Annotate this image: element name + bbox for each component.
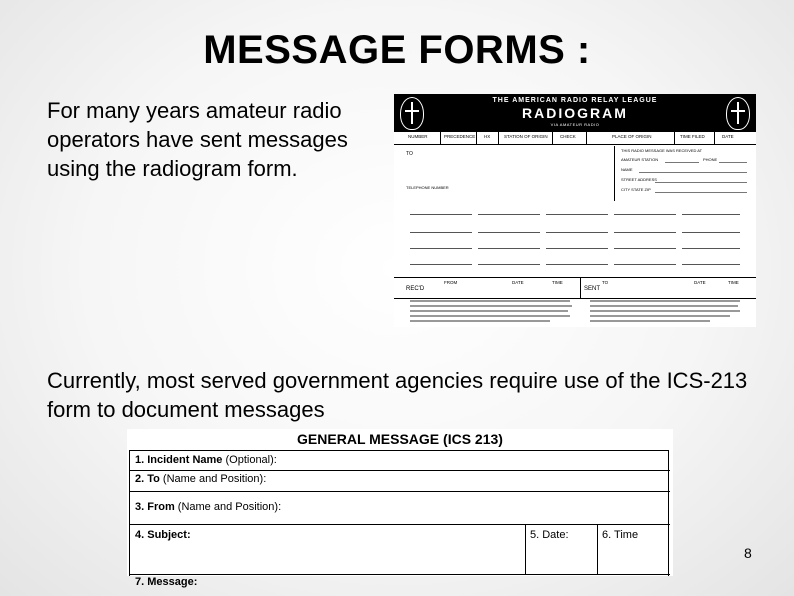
- radiogram-col-label: DATE: [722, 134, 734, 139]
- radiogram-col-label: CHECK: [560, 134, 576, 139]
- radiogram-col-label: STATION OF ORIGIN: [504, 134, 548, 139]
- ics213-form-image: [127, 429, 673, 588]
- radiogram-header: [394, 94, 756, 132]
- ics213-field-to: [130, 470, 670, 492]
- radiogram-telephone-label: TELEPHONE NUMBER: [406, 185, 449, 190]
- page-title: MESSAGE FORMS :: [203, 28, 591, 72]
- radiogram-col-label: HX: [484, 134, 491, 139]
- radiogram-bottom-label: DATE: [512, 280, 524, 285]
- field-note: (Name and Position):: [162, 473, 267, 485]
- radiogram-received-block: [614, 146, 751, 201]
- radiogram-to-label: TO: [406, 151, 413, 157]
- radiogram-bottom-label: SENT: [584, 286, 601, 292]
- radiogram-side-label: STREET ADDRESS: [621, 177, 657, 182]
- radiogram-side-label: AMATEUR STATION: [621, 157, 659, 162]
- radiogram-fine-print-right: [590, 298, 750, 324]
- ics213-field-incident-name: [130, 451, 670, 471]
- radiogram-col-label: PLACE OF ORIGIN: [612, 134, 652, 139]
- page-number: 8: [744, 545, 752, 561]
- radiogram-bottom-label: TIME: [728, 280, 739, 285]
- ics213-field-date: 5. Date:: [530, 529, 569, 541]
- ics-paragraph: Currently, most served government agencies require use of the ICS-213 form to document messages: [47, 368, 748, 422]
- radiogram-col-label: NUMBER: [408, 134, 428, 139]
- radiogram-title: RADIOGRAM: [522, 105, 628, 121]
- radiogram-side-label: CITY STATE ZIP: [621, 187, 651, 192]
- radiogram-col-label: TIME FILED: [680, 134, 705, 139]
- ics213-field-from: [130, 498, 670, 520]
- field-note: (Name and Position):: [177, 501, 282, 513]
- ics213-field-message: 7. Message:: [135, 576, 198, 588]
- radiogram-side-label: THIS RADIO MESSAGE WAS RECEIVED AT: [621, 148, 703, 153]
- radiogram-rec-sent-row: [394, 277, 756, 299]
- radiogram-col-label: PRECEDENCE: [444, 134, 476, 139]
- ics213-field-subject: 4. Subject: 5. Date: 6. Time: [135, 529, 639, 541]
- radiogram-bottom-label: TIME: [552, 280, 563, 285]
- radiogram-fine-print-left: [410, 298, 574, 324]
- radiogram-message-lines: [410, 202, 740, 272]
- radiogram-side-label: PHONE: [703, 157, 718, 162]
- radiogram-side-label: NAME: [621, 167, 633, 172]
- radiogram-form-image: [394, 94, 756, 327]
- intro-paragraph: For many years amateur radio operators have sent messages using the radiogram form.: [47, 98, 348, 181]
- radiogram-league-name: THE AMERICAN RADIO RELAY LEAGUE: [492, 97, 658, 104]
- ics213-field-time: 6. Time: [602, 529, 639, 541]
- radiogram-bottom-label: TO: [602, 280, 609, 285]
- radiogram-bottom-label: REC'D: [406, 286, 425, 292]
- radiogram-bottom-label: DATE: [694, 280, 706, 285]
- ics213-title: GENERAL MESSAGE (ICS 213): [297, 431, 503, 447]
- radiogram-bottom-label: FROM: [444, 280, 458, 285]
- field-note: (Optional):: [225, 454, 277, 466]
- radiogram-header-row: [394, 132, 756, 145]
- field-label: 3. From: [135, 501, 178, 513]
- radiogram-subtitle: VIA AMATEUR RADIO: [550, 122, 600, 127]
- field-label: 2. To: [135, 473, 163, 485]
- ics213-fields-box: [129, 450, 669, 588]
- field-label: 1. Incident Name: [135, 454, 226, 466]
